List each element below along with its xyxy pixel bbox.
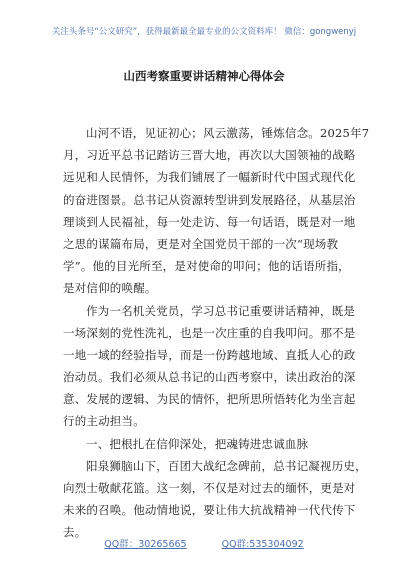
text-line: 向烈士敬献花篮。这一刻，不仅是对过去的缅怀，更是对 <box>63 481 356 495</box>
qq-group-link[interactable]: QQ群:535304092 <box>221 539 304 550</box>
footer <box>0 536 408 550</box>
header-note: 关注头条号“公文研究”，获得最新最全最专业的公文资料库！ 微信：gongwenyj <box>51 27 357 37</box>
document-title: 山西考察重要讲话精神心得体会 <box>123 69 285 83</box>
text-line: 治动员。我们必须从总书记的山西考察中，读出政治的深 <box>63 370 356 385</box>
text-line: 是对信仰的唤醒。 <box>63 281 157 296</box>
text-line: 月，习近平总书记踏访三晋大地，再次以大国领袖的战略 <box>63 148 356 163</box>
paragraph-2 <box>63 300 356 433</box>
document-body <box>63 122 370 544</box>
section-heading: 一、把根扎在信仰深处，把魂铸进忠诚血脉 <box>86 436 309 451</box>
text-line: 学”。他的目光所至，是对使命的叩问；他的话语所指， <box>63 259 350 274</box>
paragraph-1 <box>63 122 370 300</box>
text-line: 远见和人民情怀，为我们铺展了一幅新时代中国式现代化 <box>63 170 356 185</box>
text-line: 一场深刻的党性洗礼，也是一次庄重的自我叩问。那不是 <box>63 325 356 340</box>
text-line: 的奋进图景。总书记从资源转型讲到发展路径，从基层治 <box>63 192 356 207</box>
text-line: 阳泉狮脑山下，百团大战纪念碑前，总书记凝视历史， <box>86 458 367 473</box>
qq-group-link[interactable]: QQ群：30265665 <box>104 539 187 550</box>
text-line: 一地一域的经验指导，而是一份跨越地域、直抵人心的政 <box>63 347 356 362</box>
text-line: 未来的召唤。他动情地说，要让伟大抗战精神一代代传下 <box>63 503 356 518</box>
paragraph-3 <box>63 455 367 544</box>
text-line: 行的主动担当。 <box>63 414 145 429</box>
text-line: 作为一名机关党员，学习总书记重要讲话精神，既是 <box>86 303 356 318</box>
text-line: 意、发展的逻辑、为民的情怀，把所思所悟转化为坐言起 <box>63 392 356 407</box>
text-line: 之思的谋篇布局，更是对全国党员干部的一次“现场教 <box>63 236 339 251</box>
text-line: 山河不语，见证初心；风云激荡，锤炼信念。2025年7 <box>86 126 370 140</box>
text-line: 去。 <box>63 525 87 540</box>
text-line: 理谈到人民福祉，每一处走访、每一句话语，既是对一地 <box>63 214 356 229</box>
